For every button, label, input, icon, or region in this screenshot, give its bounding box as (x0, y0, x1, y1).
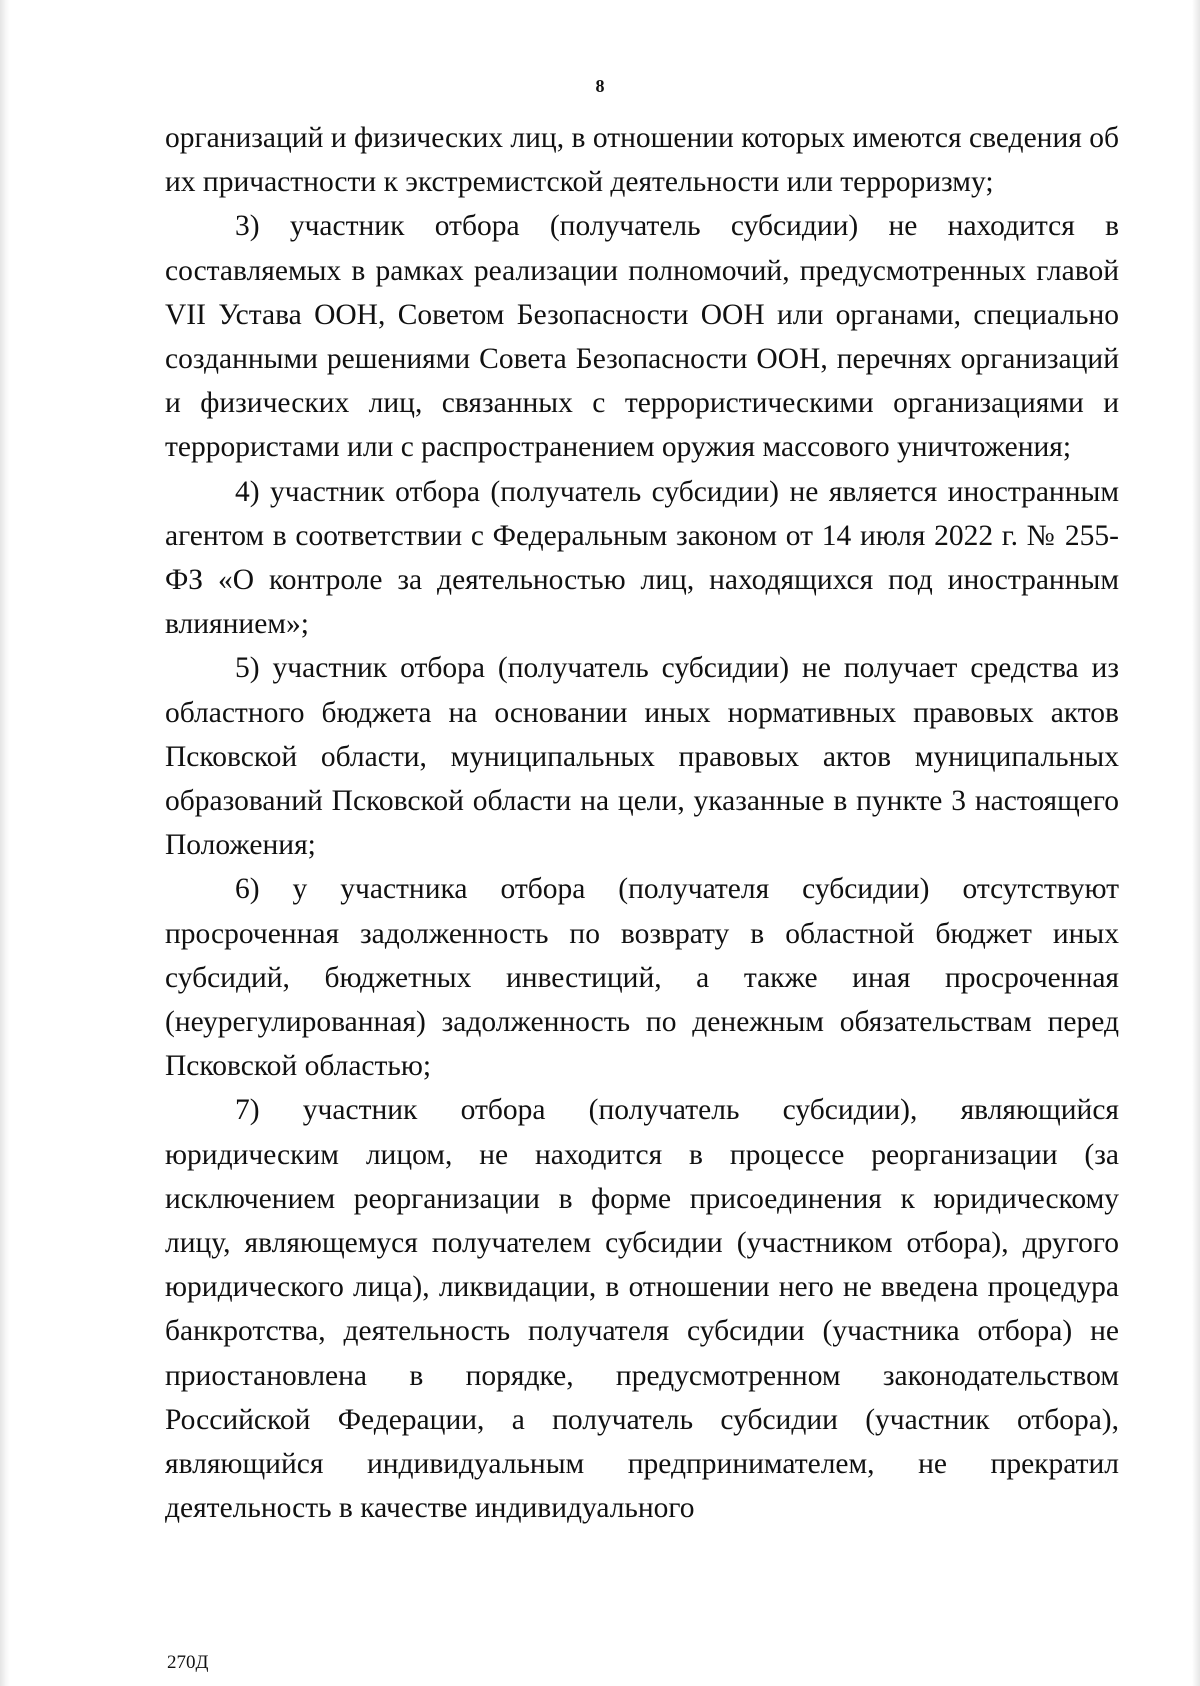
paragraph-continuation: организаций и физических лиц, в отношении которых имеются сведения об их причастности к экстремистской деятельности или терроризму; (165, 122, 1119, 199)
scan-edge-right (1192, 0, 1200, 1686)
footer-document-code: 270Д (167, 1652, 209, 1673)
scan-edge-left (0, 0, 10, 1686)
paragraph-item-5: 5) участник отбора (получатель субсидии) не получает средства из областного бюджета на основании иных нормативных правовых актов Псковской области, муниципальных правовых актов муниципальных образований Псковской области на цели, указанные в пункте 3 настоящего Положения; (165, 652, 1119, 862)
paragraph-item-7: 7) участник отбора (получатель субсидии), являющийся юридическим лицом, не находится в процессе реорганизации (за исключением реорганизации в форме присоединения к юридическому лицу, являющемуся получателем субсидии (участником отбора), другого юридического лица), ликвидации, в отношении него не введена процедура банкротства, деятельность получателя субсидии (участника отбора) не приостановлена в порядке, предусмотренном законодательством Российской Федерации, а получатель субсидии (участник отбора), являющийся индивидуальным предпринимателем, не прекратил деятельность в качестве индивидуального (165, 1094, 1119, 1525)
document-body (165, 116, 1119, 1531)
paragraph-item-3: 3) участник отбора (получатель субсидии) не находится в составляемых в рамках реализации полномочий, предусмотренных главой VII Устава ООН, Советом Безопасности ООН или органами, специально созданными решениями Совета Безопасности ООН, перечнях организаций и физических лиц, связанных с террористическими организациями и террористами или с распространением оружия массового уничтожения; (165, 210, 1119, 464)
page-number: 8 (595, 76, 605, 96)
paragraph-item-4: 4) участник отбора (получатель субсидии) не является иностранным агентом в соответствии с Федеральным законом от 14 июля 2022 г. № 255-ФЗ «О контроле за деятельностью лиц, находящихся под иностранным влиянием»; (165, 475, 1119, 641)
paragraph-item-6: 6) у участника отбора (получателя субсидии) отсутствуют просроченная задолженность по возврату в областной бюджет иных субсидий, бюджетных инвестиций, а также иная просроченная (неурегулированная) задолженность по денежным обязательствам перед Псковской областью; (165, 873, 1119, 1083)
